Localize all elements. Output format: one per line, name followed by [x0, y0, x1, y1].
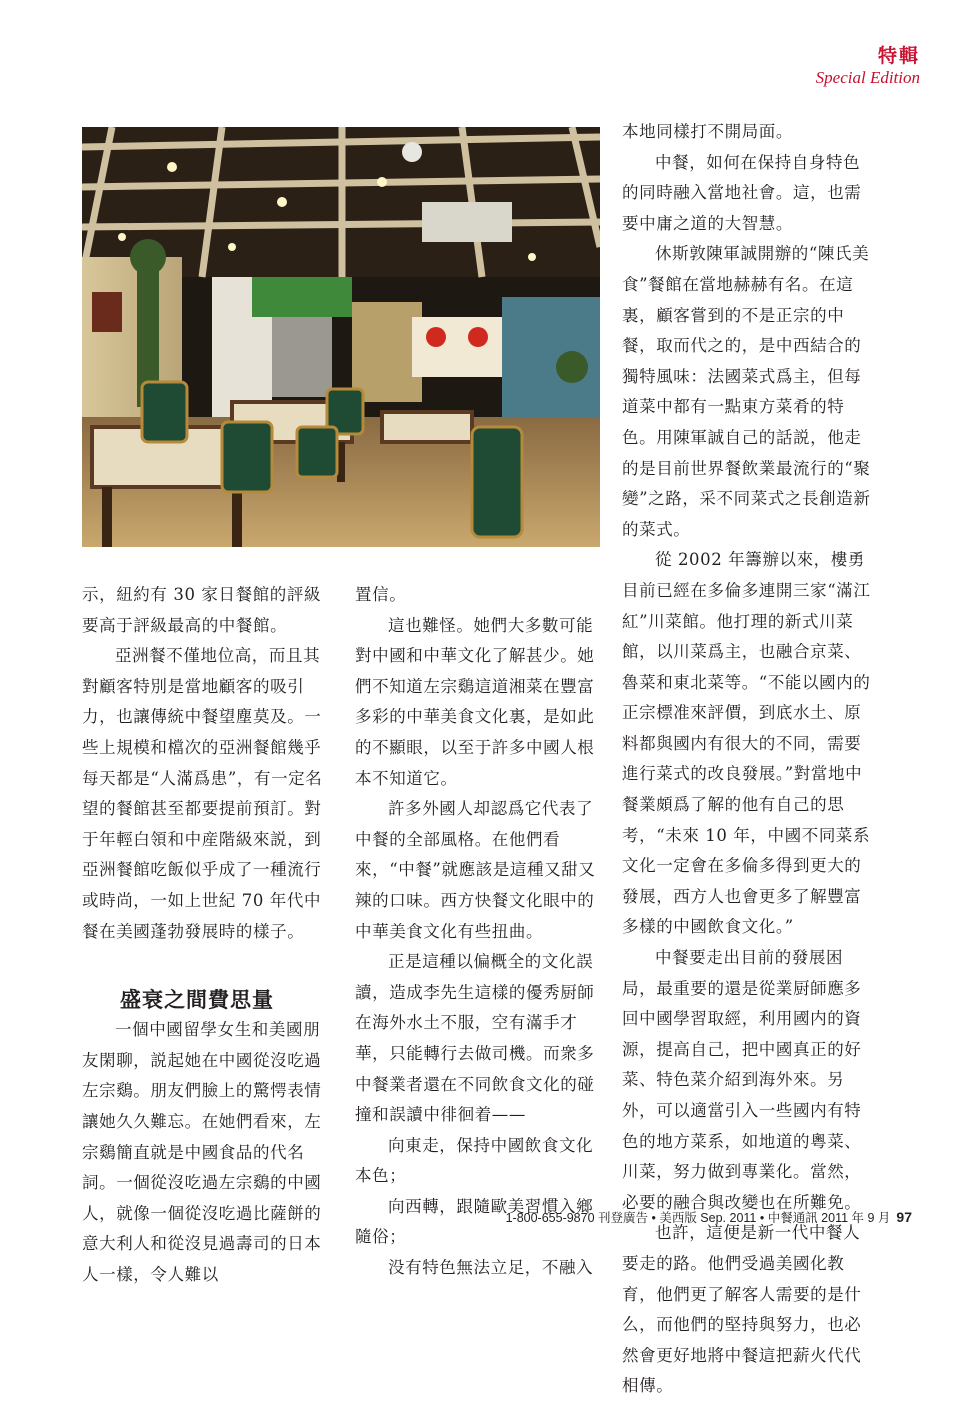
paragraph: 一個中國留學女生和美國朋友閑聊，説起她在中國從沒吃過左宗鷄。朋友們臉上的驚愕表情讓她久久難忘。在她們看來，左宗鷄簡直就是中國食品的代名詞。一個從沒吃過左宗鷄的中國人，就像一個從沒吃過比薩餅的意大利人和從沒見過壽司的日本人一樣，令人難以 [82, 1020, 322, 1284]
subheading: 盛衰之間費思量 [120, 987, 274, 1013]
paragraph: 從 2002 年籌辦以來，樓勇目前已經在多倫多連開三家“滿江紅”川菜館。他打理的新式川菜館，以川菜爲主，也融合京菜、魯菜和東北菜等。“不能以國内的正宗標准來評價，到底水土、原料都與國内有很大的不同，需要進行菜式的改良發展。”對當地中餐業頗爲了解的他有自己的思考，“未來 10 年，中國不同菜系文化一定會在多倫多得到更大的發展，西方人也會更多了解豐富多樣的中國飲食文化。” [622, 550, 871, 937]
paragraph: 没有特色無法立足，不融入 [388, 1258, 594, 1278]
paragraph: 本地同樣打不開局面。 [622, 122, 793, 141]
paragraph: 中餐，如何在保持自身特色的同時融入當地社會。這，也需要中庸之道的大智慧。 [622, 152, 862, 233]
restaurant-interior-photo [82, 127, 600, 547]
column-1 [82, 580, 332, 1290]
section-title-english: Special Edition [815, 68, 920, 87]
paragraph: 亞洲餐不僅地位高，而且其對顧客特別是當地顧客的吸引力，也讓傳統中餐望塵莫及。一些上規模和檔次的亞洲餐館幾乎每天都是“人滿爲患”，有一定名望的餐館甚至都要提前預訂。對于年輕白領和中産階級來説，到亞洲餐館吃飯似乎成了一種流行或時尚，一如上世紀 70 年代中餐在美國蓬勃發展時的樣子。 [82, 646, 323, 941]
footer-info: 1-800-655-9870 刊登廣告 • 美西版 Sep. 2011 • 中餐通訊 2011 年 9 月 [505, 1211, 891, 1225]
page-footer [506, 1208, 912, 1226]
paragraph: 置信。 [355, 585, 407, 604]
section-title-chinese: 特輯 [877, 45, 920, 67]
paragraph: 示，紐約有 30 家日餐館的評級要高于評級最高的中餐館。 [82, 585, 322, 635]
page-number: 97 [896, 1209, 912, 1225]
paragraph: 也許，這便是新一代中餐人要走的路。他們受過美國化教育，他們更了解客人需要的是什么，而他們的堅持與努力，也必然會更好地將中餐這把薪火代代相傳。 [622, 1223, 862, 1396]
paragraph: 向東走，保持中國飲食文化本色； [355, 1135, 594, 1186]
paragraph: 這也難怪。她們大多數可能對中國和中華文化了解甚少。她們不知道左宗鷄這道湘菜在豐富多彩的中華美食文化裏，是如此的不顯眼，以至于許多中國人根本不知道它。 [355, 615, 595, 788]
paragraph: 中餐要走出目前的發展困局，最重要的還是從業厨師應多回中國學習取經，利用國内的資源，提高自己，把中國真正的好菜、特色菜介紹到海外來。另外，可以適當引入一些國内有特色的地方菜系，如地道的粵菜、川菜，努力做到專業化。當然，必要的融合與改變也在所難免。 [622, 948, 862, 1212]
paragraph: 正是這種以偏概全的文化誤讀，造成李先生這樣的優秀厨師在海外水土不服，空有滿手才華，只能轉行去做司機。而衆多中餐業者還在不同飲食文化的碰撞和誤讀中徘徊着—— [355, 952, 595, 1125]
paragraph: 向西轉，跟隨歐美習慣入鄉隨俗； [355, 1196, 594, 1247]
column-2 [355, 580, 600, 1284]
paragraph: 休斯敦陳軍誠開辦的“陳氏美食”餐館在當地赫赫有名。在這裏，顧客嘗到的不是正宗的中餐，取而代之的，是中西結合的獨特風味：法國菜式爲主，但每道菜中都有一點東方菜肴的特色。用陳軍誠自己的話説，他走的是目前世界餐飲業最流行的“聚變”之路，采不同菜式之長創造新的菜式。 [622, 244, 871, 539]
paragraph: 許多外國人却認爲它代表了中餐的全部風格。在他們看來，“中餐”就應該是這種又甜又辣的口味。西方快餐文化眼中的中華美食文化有些扭曲。 [355, 799, 596, 941]
section-label [816, 44, 920, 88]
